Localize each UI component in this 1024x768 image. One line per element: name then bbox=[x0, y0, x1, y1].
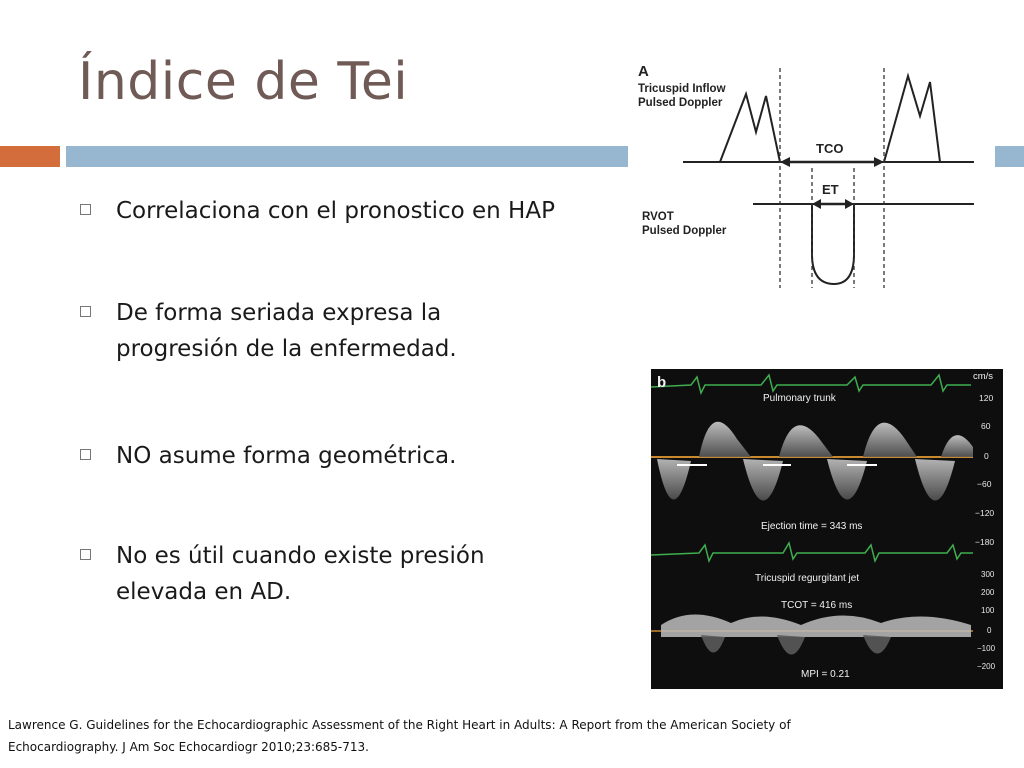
ecg-trace-top bbox=[651, 375, 971, 393]
bullet-line: elevada en AD. bbox=[116, 579, 292, 605]
svg-text:300: 300 bbox=[981, 570, 995, 579]
svg-text:−100: −100 bbox=[977, 644, 996, 653]
citation bbox=[8, 714, 1008, 758]
rvot-ejection-wave bbox=[812, 204, 854, 284]
svg-text:120: 120 bbox=[979, 393, 994, 403]
bullet-text bbox=[116, 193, 555, 229]
unit-label: cm/s bbox=[973, 371, 994, 382]
svg-text:0: 0 bbox=[984, 451, 989, 461]
schematic-svg bbox=[628, 56, 980, 290]
panel-label-b: b bbox=[657, 374, 667, 391]
ejection-time-label: Ejection time = 343 ms bbox=[761, 521, 863, 532]
bullet-item bbox=[80, 295, 640, 367]
slide-title: Índice de Tei bbox=[78, 52, 409, 112]
bullet-item bbox=[80, 538, 640, 610]
svg-text:200: 200 bbox=[981, 588, 995, 597]
bullet-text bbox=[116, 295, 457, 367]
accent-bar-blue-right bbox=[995, 146, 1024, 167]
rvot-label-1: RVOT bbox=[642, 211, 674, 223]
tei-index-schematic-figure bbox=[628, 56, 980, 290]
svg-text:0: 0 bbox=[987, 626, 992, 635]
et-label: ET bbox=[822, 182, 839, 197]
velocity-scale-bottom bbox=[977, 570, 996, 671]
svg-text:−180: −180 bbox=[975, 537, 995, 547]
tricuspid-label-1: Tricuspid Inflow bbox=[638, 83, 726, 95]
bullet-line: progresión de la enfermedad. bbox=[116, 336, 457, 362]
tricuspid-jet-label: Tricuspid regurgitant jet bbox=[755, 573, 860, 584]
bullet-item bbox=[80, 193, 640, 229]
bullet-marker bbox=[80, 549, 91, 560]
tricuspid-jet-lower bbox=[701, 635, 891, 655]
echo-doppler-image bbox=[651, 369, 1003, 689]
bullet-line: Correlaciona con el pronostico en HAP bbox=[116, 198, 555, 224]
rvot-label-2: Pulsed Doppler bbox=[642, 225, 727, 237]
arrowhead bbox=[812, 199, 821, 209]
velocity-scale-top bbox=[975, 393, 994, 547]
panel-label-a: A bbox=[638, 63, 649, 80]
pulmonary-envelopes bbox=[699, 422, 973, 457]
svg-text:−60: −60 bbox=[977, 479, 992, 489]
mpi-label: MPI = 0.21 bbox=[801, 669, 850, 680]
tco-label: TCO bbox=[816, 141, 844, 156]
bullet-marker bbox=[80, 204, 91, 215]
bullet-marker bbox=[80, 449, 91, 460]
bullet-marker bbox=[80, 306, 91, 317]
accent-bar-blue bbox=[66, 146, 628, 167]
citation-line-2: Echocardiography. J Am Soc Echocardiogr 2010;23:685-713. bbox=[8, 740, 369, 754]
svg-text:100: 100 bbox=[981, 606, 995, 615]
bullet-item bbox=[80, 438, 640, 474]
bullet-line: De forma seriada expresa la bbox=[116, 300, 442, 326]
accent-bar-orange bbox=[0, 146, 60, 167]
bullet-text bbox=[116, 538, 485, 610]
pulmonary-trunk-label: Pulmonary trunk bbox=[763, 393, 836, 404]
citation-line-1: Lawrence G. Guidelines for the Echocardiographic Assessment of the Right Heart in Adults: A Report from the American Society of bbox=[8, 718, 791, 732]
arrowhead bbox=[845, 199, 854, 209]
tcot-label: TCOT = 416 ms bbox=[781, 600, 853, 611]
svg-text:−120: −120 bbox=[975, 508, 995, 518]
bullet-line: No es útil cuando existe presión bbox=[116, 543, 485, 569]
doppler-svg bbox=[651, 369, 1003, 689]
svg-text:60: 60 bbox=[981, 421, 991, 431]
bullet-line: NO asume forma geométrica. bbox=[116, 443, 457, 469]
arrowhead bbox=[780, 157, 790, 167]
tricuspid-jet bbox=[661, 614, 971, 637]
arrowhead bbox=[874, 157, 884, 167]
svg-text:−200: −200 bbox=[977, 662, 996, 671]
tricuspid-wave-2 bbox=[884, 76, 940, 162]
bullet-text bbox=[116, 438, 456, 474]
tricuspid-label-2: Pulsed Doppler bbox=[638, 97, 723, 109]
tricuspid-wave-1 bbox=[720, 94, 780, 162]
ecg-trace-bottom bbox=[651, 543, 973, 561]
